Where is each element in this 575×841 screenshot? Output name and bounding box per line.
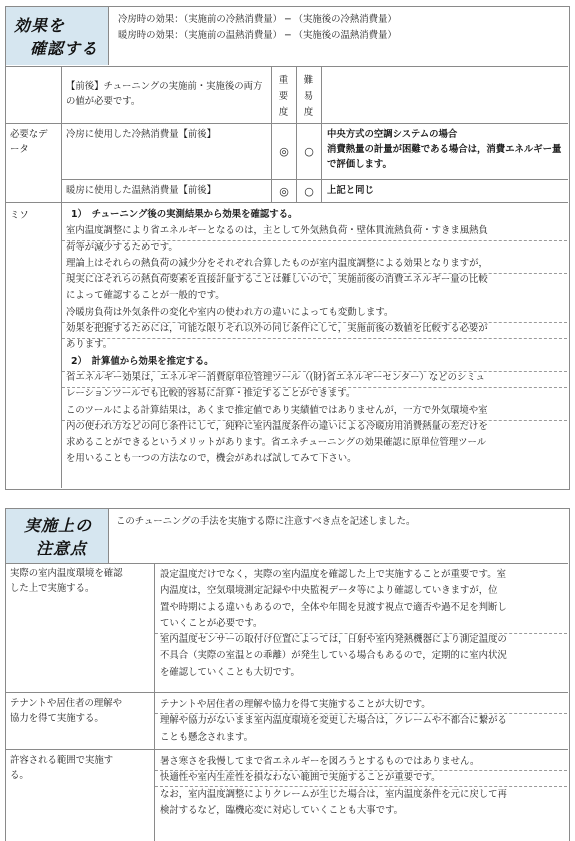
caution-row-body: 暑さ寒さを我慢してまで省エネルギーを図ろうとするものではありません。 快適性や室内生産性を損なわない範囲で実施することが重要です。 なお，室内温度調整によりクレームが生じた場合は，室内温度条件を元に戻して再 検討するなど，臨機応変に対応していくことも大事です。 [160, 756, 507, 816]
miso-para2-line: によって確認することが一般的です。 [66, 290, 225, 302]
miso-para6-line: 求めることができるというメリットがあります。省エネチューニングの効果確認に原単位管理ツール [66, 437, 487, 449]
miso-para1-line: 荷等が減少するためです。 [66, 241, 178, 253]
miso-heading-measured: 1） チューニング後の実測結果から効果を確認する。 [71, 209, 298, 220]
table-row-cooling-importance: ◎ [279, 145, 289, 158]
table-row-heating-difficulty: ○ [304, 185, 314, 198]
effect-formula-cooling: 冷房時の効果：（実施前の冷熱消費量） ─ （実施後の冷熱消費量） [118, 14, 397, 25]
miso-para6-line: 内の使われ方などの同じ条件にして，純粋に室内温度条件の違いによる冷暖房用消費熱量の差だけを [66, 420, 488, 432]
miso-para3-line: 冷暖房負荷は外気条件の変化や室内の使われ方の違いによっても変動します。 [66, 306, 394, 318]
caution-section-title-line1: 実施上の [24, 516, 93, 535]
table-row-heating-importance: ◎ [279, 185, 289, 198]
miso-label: ミソ [10, 210, 29, 221]
caution-row-body: テナントや居住者の理解や協力を得て実施することが大切です。 理解や協力がないまま室内温度環境を変更した場合は，クレームや不都合に繋がる ことも懸念されます。 [160, 699, 507, 743]
effect-section-title-line2: 確認する [30, 39, 99, 58]
table-row-heating-remark-title: 上記と同じ [327, 185, 374, 196]
miso-para2-line: 現実にはそれらの熱負荷要素を直接計量することは難しいので，実施前後の消費エネルギー量の比較 [66, 274, 488, 286]
effect-formula-heating: 暖房時の効果：（実施前の温熱消費量） ─ （実施後の温熱消費量） [118, 30, 397, 41]
miso-para6-line: このツールによる計算結果は，あくまで推定値であり実績値ではありませんが，一方で外気環境や室 [66, 404, 488, 416]
caution-section-title-line2: 注意点 [36, 539, 88, 558]
miso-para6-line: を用いることも一つの方法なので，機会があれば試してみて下さい。 [66, 453, 357, 465]
required-data-label: 必要なデータ [10, 129, 48, 155]
miso-heading-calculated: 2） 計算値から効果を推定する。 [71, 355, 214, 367]
miso-para5-line: 省エネルギー効果は，エネルギー消費原単位管理ツール（(財)省エネルギーセンター）などのシミュ [66, 371, 485, 383]
miso-para2-line: 理論上はそれらの熱負荷の減少分をそれぞれ合算したものが室内温度調整による効果となりますが， [66, 257, 488, 269]
table-row-cooling-difficulty: ○ [304, 145, 314, 158]
miso-para1-line: 室内温度調整により省エネルギーとなるのは，主として外気熱負荷・壁体貫流熱負荷・すきま風熱負 [66, 225, 488, 237]
caution-row-label: テナントや居住者の理解や 協力を得て実施する。 [10, 698, 123, 724]
miso-para5-line: レーションツールでも比較的容易に計算・推定することができます。 [66, 388, 356, 400]
difficulty-header: 難易度 [303, 75, 314, 118]
caution-row-body: 設定温度だけでなく，実際の室内温度を確認した上で実施することが重要です。室 内温度は，空気環境測定記録や中央監視データ等により確認していきますが，位 置や時期による違いもあるので，全体や年間を見渡す視点で適否や過不足を判断し ていくことが必要です。 室内温度センサーの取付け位置によっては，日射や室内発熱機器により測定温度の 不具合（実際の室温との乖離）が発生している場合もあるので，定期的に室内状況 を確認していくことも大切です。 [160, 569, 507, 678]
table-row-cooling-remark-title: 中央方式の空調システムの場合 [327, 129, 458, 140]
data-table-note: 【前後】チューニングの実施前・実施後の両方の値が必要です。 [66, 81, 263, 107]
caution-row-label: 実際の室内温度環境を確認 した上で実施する。 [10, 568, 123, 594]
effect-section-title-line1: 効果を [14, 16, 66, 35]
table-row-heating-item: 暖房に使用した温熱消費量【前後】 [66, 185, 217, 196]
miso-para4-line: 効果を把握するためには，可能な限りそれ以外の同じ条件にして，実施前後の数値を比較する必要が [66, 323, 488, 335]
importance-header: 重要度 [278, 75, 289, 118]
caution-section-intro: このチューニングの手法を実施する際に注意すべき点を記述しました。 [116, 516, 416, 527]
miso-para4-line: あります。 [66, 339, 113, 351]
table-row-cooling-remark-body: 消費熱量の計量が困難である場合は，消費エネルギー量で評価します。 [327, 144, 562, 170]
caution-row-label: 許容される範囲で実施す る。 [10, 755, 114, 781]
table-row-cooling-item: 冷房に使用した冷熱消費量【前後】 [66, 129, 217, 140]
